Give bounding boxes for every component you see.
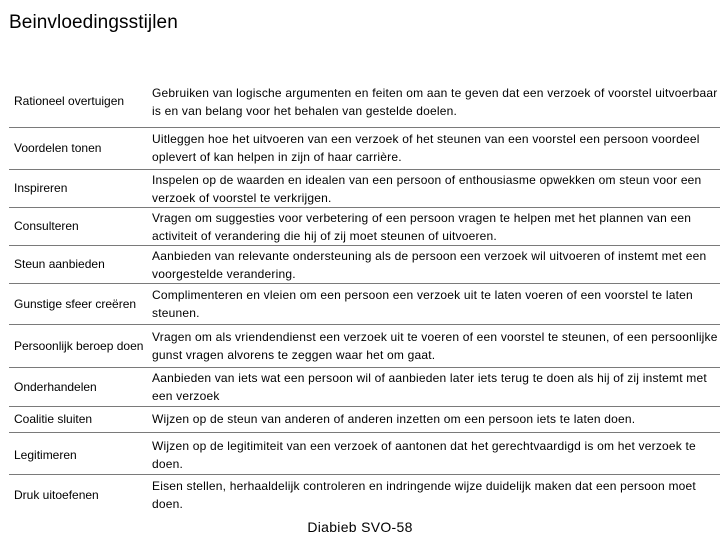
style-description: Gebruiken van logische argumenten en feiten om aan te geven dat een verzoek of voorstel uitvoerbaar is en van belang voor het behalen van gestelde doelen. xyxy=(152,85,718,118)
table-row xyxy=(9,433,720,477)
style-description: Complimenteren en vleien om een persoon een verzoek uit te laten voeren of een voorstel te laten steunen. xyxy=(152,288,693,320)
style-term: Inspireren xyxy=(14,181,68,195)
table-row xyxy=(9,170,720,207)
style-term: Voordelen tonen xyxy=(14,140,102,155)
style-term: Persoonlijk beroep doen xyxy=(14,338,144,353)
table-row xyxy=(9,475,720,515)
slide-footer: Diabieb SVO-58 xyxy=(307,519,413,535)
style-description: Vragen om als vriendendienst een verzoek uit te voeren of een voorstel te steunen, of een persoonlijke gunst vragen alvorens te zeggen waar het om gaat. xyxy=(152,330,718,362)
style-term: Consulteren xyxy=(14,219,79,233)
style-description: Inspelen op de waarden en idealen van een persoon of enthousiasme opwekken om steun voor een verzoek of voorstel te verkrijgen. xyxy=(152,172,702,205)
table-row xyxy=(9,128,720,168)
style-description: Aanbieden van relevante ondersteuning als de persoon een verzoek wil uitvoeren of instemt met een voorgestelde verandering. xyxy=(152,248,707,281)
style-description: Aanbieden van iets wat een persoon wil of aanbieden later iets terug te doen als hij of zij instemt met een verzoek xyxy=(152,371,707,403)
table-row xyxy=(9,246,720,283)
style-term: Druk uitoefenen xyxy=(14,487,99,502)
style-description: Wijzen op de legitimiteit van een verzoek of aantonen dat het gerechtvaardigd is om het verzoek te doen. xyxy=(152,439,696,471)
style-description: Uitleggen hoe het uitvoeren van een verzoek of het steunen van een voorstel een persoon voordeel oplevert of kan helpen in zijn of haar carrière. xyxy=(152,132,700,164)
style-term: Steun aanbieden xyxy=(14,257,105,271)
table-row xyxy=(9,368,720,406)
style-term: Onderhandelen xyxy=(14,379,97,394)
style-description: Wijzen op de steun van anderen of anderen inzetten om een persoon iets te laten doen. xyxy=(152,412,636,426)
style-term: Coalitie sluiten xyxy=(14,411,93,426)
style-description: Vragen om suggesties voor verbetering of een persoon vragen te helpen met het plannen van een activiteit of verandering die hij of zij moet steunen of uitvoeren. xyxy=(152,210,692,243)
style-term: Rationeel overtuigen xyxy=(14,94,125,108)
style-term: Legitimeren xyxy=(14,447,77,462)
table-row xyxy=(9,325,720,367)
table-row xyxy=(9,77,720,126)
table-row xyxy=(9,407,720,431)
table-row xyxy=(9,284,720,324)
table-row xyxy=(9,208,720,245)
page-title: Beinvloedingsstijlen xyxy=(9,12,178,33)
style-description: Eisen stellen, herhaaldelijk controleren en indringende wijze duidelijk maken dat een persoon moet doen. xyxy=(152,479,696,511)
style-term: Gunstige sfeer creëren xyxy=(14,296,137,311)
